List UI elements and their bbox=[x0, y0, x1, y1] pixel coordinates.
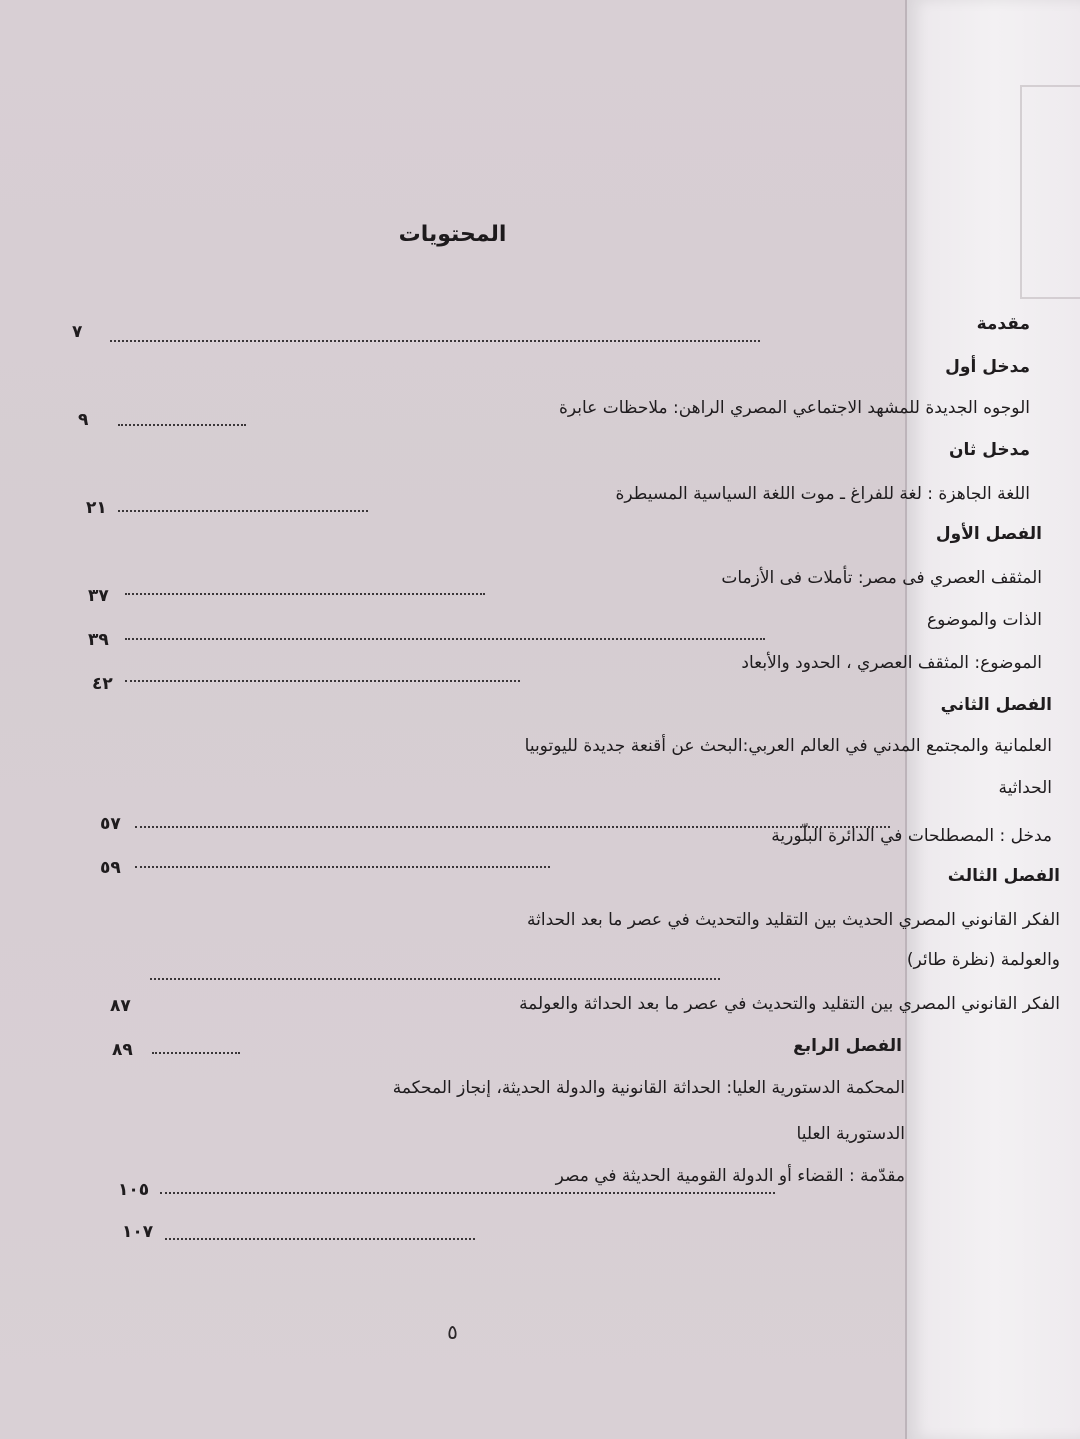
page-number: ٨٧ bbox=[110, 996, 131, 1016]
toc-heading-chapter-4: الفصل الرابع bbox=[793, 1036, 902, 1056]
page-number: ٢١ bbox=[86, 498, 107, 518]
toc-entry: العلمانية والمجتمع المدني في العالم العربي:البحث عن أقنعة جديدة لليوتوبيا bbox=[524, 736, 1052, 756]
footer-page-number: ٥ bbox=[447, 1320, 458, 1344]
page-number: ٩ bbox=[78, 410, 89, 430]
leader-dots bbox=[150, 978, 720, 980]
leader-dots bbox=[118, 510, 368, 512]
page-number: ٥٧ bbox=[100, 814, 121, 834]
toc-heading-entry-2: مدخل ثان bbox=[949, 440, 1030, 460]
page-number: ٥٩ bbox=[100, 858, 121, 878]
toc-entry: الذات والموضوع bbox=[926, 610, 1042, 630]
page-number: ٣٩ bbox=[88, 630, 109, 650]
leader-dots bbox=[165, 1238, 475, 1240]
toc-entry-continued: والعولمة (نظرة طائر) bbox=[906, 950, 1060, 970]
toc-entry: اللغة الجاهزة : لغة للفراغ ـ موت اللغة السياسية المسيطرة bbox=[615, 484, 1030, 504]
leader-dots bbox=[125, 680, 520, 682]
toc-entry: الوجوه الجديدة للمشهد الاجتماعي المصري الراهن: ملاحظات عابرة bbox=[558, 398, 1030, 418]
leader-dots bbox=[110, 340, 760, 342]
leader-dots bbox=[135, 866, 550, 868]
leader-dots bbox=[118, 424, 246, 426]
toc-heading-chapter-2: الفصل الثاني bbox=[940, 695, 1052, 715]
page-number: ٧ bbox=[72, 322, 83, 342]
page-number: ١٠٧ bbox=[122, 1222, 154, 1242]
toc-entry: المثقف العصري فى مصر: تأملات فى الأزمات bbox=[721, 568, 1042, 588]
toc-heading-chapter-3: الفصل الثالث bbox=[947, 866, 1060, 886]
toc-entry: الموضوع: المثقف العصري ، الحدود والأبعاد bbox=[741, 653, 1042, 673]
toc-entry: الفكر القانوني المصري الحديث بين التقليد والتحديث في عصر ما بعد الحداثة bbox=[527, 910, 1060, 930]
leader-dots bbox=[125, 638, 765, 640]
toc-entry: المحكمة الدستورية العليا: الحداثة القانونية والدولة الحديثة، إنجاز المحكمة bbox=[392, 1078, 905, 1098]
page-number: ١٠٥ bbox=[118, 1180, 150, 1200]
toc-entry: مقدّمة : القضاء أو الدولة القومية الحديثة في مصر bbox=[555, 1166, 905, 1186]
show-through-frame bbox=[1020, 85, 1080, 299]
toc-heading-chapter-1: الفصل الأول bbox=[935, 524, 1042, 544]
toc-entry-continued: الدستورية العليا bbox=[796, 1124, 905, 1144]
toc-entry: الفكر القانوني المصري بين التقليد والتحديث في عصر ما بعد الحداثة والعولمة bbox=[519, 994, 1060, 1014]
page-title: المحتويات bbox=[398, 222, 507, 247]
toc-heading-entry-1: مدخل أول bbox=[945, 357, 1030, 377]
page-number: ٨٩ bbox=[112, 1040, 133, 1060]
leader-dots bbox=[160, 1192, 775, 1194]
leader-dots bbox=[152, 1052, 240, 1054]
page-number: ٤٢ bbox=[92, 674, 113, 694]
toc-entry: مدخل : المصطلحات في الدائرة البلّورية bbox=[771, 826, 1052, 846]
toc-entry-continued: الحداثية bbox=[998, 778, 1052, 798]
page-number: ٣٧ bbox=[88, 586, 109, 606]
toc-entry-intro: مقدمة bbox=[976, 314, 1030, 334]
leader-dots bbox=[125, 593, 485, 595]
